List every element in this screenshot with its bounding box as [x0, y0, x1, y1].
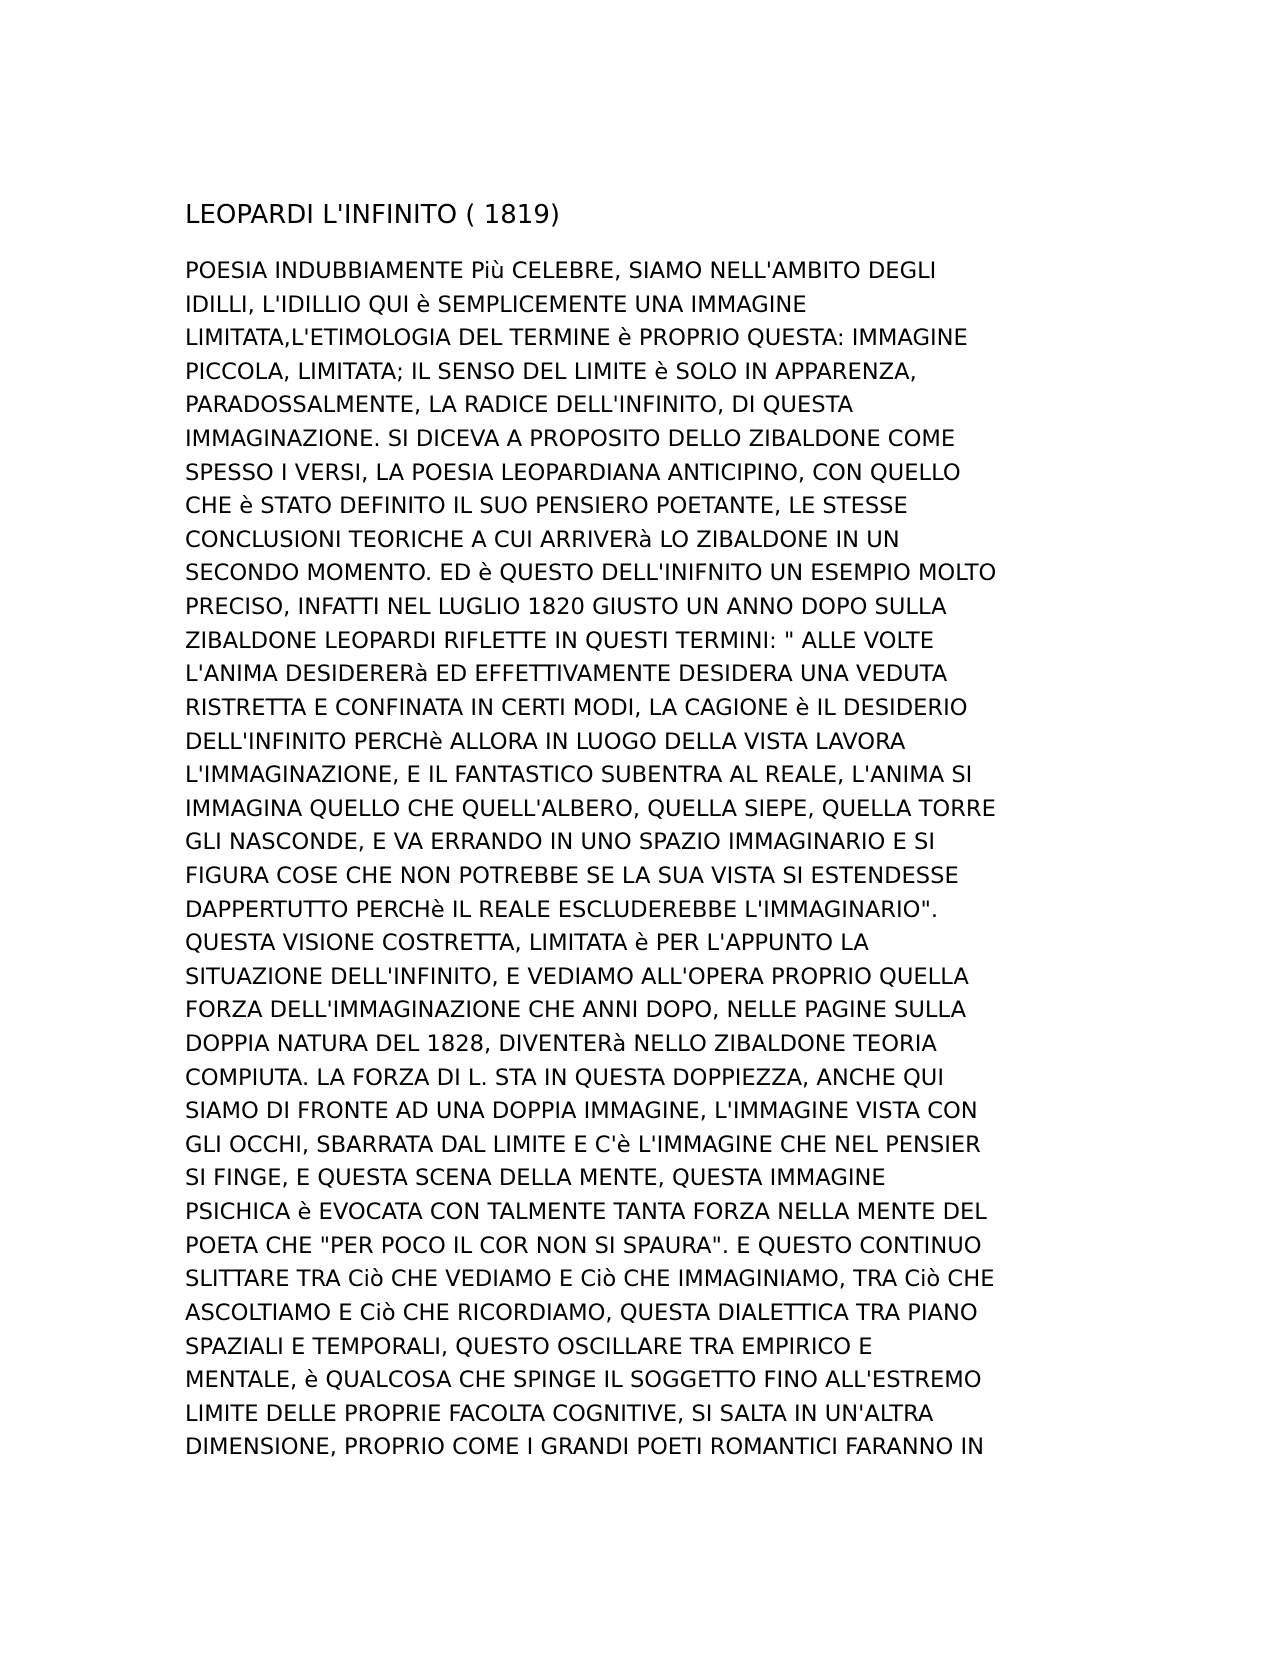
- body-line: FORZA DELL'IMMAGINAZIONE CHE ANNI DOPO, NELLE PAGINE SULLA: [185, 997, 967, 1024]
- body-line: POETA CHE "PER POCO IL COR NON SI SPAURA". E QUESTO CONTINUO: [185, 1232, 982, 1259]
- body-line: SLITTARE TRA Ciò CHE VEDIAMO E Ciò CHE IMMAGINIAMO, TRA Ciò CHE: [185, 1266, 995, 1293]
- body-line: DOPPIA NATURA DEL 1828, DIVENTERà NELLO ZIBALDONE TEORIA: [185, 1031, 937, 1058]
- body-line: SIAMO DI FRONTE AD UNA DOPPIA IMMAGINE, L'IMMAGINE VISTA CON: [185, 1098, 978, 1125]
- body-line: CONCLUSIONI TEORICHE A CUI ARRIVERà LO ZIBALDONE IN UN: [185, 526, 900, 553]
- body-line: DELL'INFINITO PERCHè ALLORA IN LUOGO DELLA VISTA LAVORA: [185, 728, 906, 755]
- body-line: PRECISO, INFATTI NEL LUGLIO 1820 GIUSTO UN ANNO DOPO SULLA: [185, 594, 947, 621]
- body-line: DAPPERTUTTO PERCHè IL REALE ESCLUDEREBBE L'IMMAGINARIO".: [185, 896, 939, 923]
- document-title: LEOPARDI L'INFINITO ( 1819): [185, 200, 561, 230]
- body-line: FIGURA COSE CHE NON POTREBBE SE LA SUA VISTA SI ESTENDESSE: [185, 862, 959, 889]
- body-line: SPESSO I VERSI, LA POESIA LEOPARDIANA ANTICIPINO, CON QUELLO: [185, 459, 961, 486]
- body-line: MENTALE, è QUALCOSA CHE SPINGE IL SOGGETTO FINO ALL'ESTREMO: [185, 1367, 982, 1394]
- body-line: DIMENSIONE, PROPRIO COME I GRANDI POETI ROMANTICI FARANNO IN: [185, 1434, 985, 1461]
- body-line: ZIBALDONE LEOPARDI RIFLETTE IN QUESTI TERMINI: " ALLE VOLTE: [185, 627, 935, 654]
- body-line: PARADOSSALMENTE, LA RADICE DELL'INFINITO, DI QUESTA: [185, 392, 854, 419]
- body-line: GLI NASCONDE, E VA ERRANDO IN UNO SPAZIO IMMAGINARIO E SI: [185, 829, 935, 856]
- body-line: CHE è STATO DEFINITO IL SUO PENSIERO POETANTE, LE STESSE: [185, 493, 908, 520]
- body-line: RISTRETTA E CONFINATA IN CERTI MODI, LA CAGIONE è IL DESIDERIO: [185, 694, 968, 721]
- body-line: GLI OCCHI, SBARRATA DAL LIMITE E C'è L'IMMAGINE CHE NEL PENSIER: [185, 1131, 981, 1158]
- body-line: IDILLI, L'IDILLIO QUI è SEMPLICEMENTE UNA IMMAGINE: [185, 291, 807, 318]
- body-line: IMMAGINA QUELLO CHE QUELL'ALBERO, QUELLA SIEPE, QUELLA TORRE: [185, 795, 996, 822]
- body-line: L'ANIMA DESIDERERà ED EFFETTIVAMENTE DESIDERA UNA VEDUTA: [185, 661, 948, 688]
- body-line: PICCOLA, LIMITATA; IL SENSO DEL LIMITE è SOLO IN APPARENZA,: [185, 358, 917, 385]
- document-body: [185, 255, 1185, 1465]
- body-line: IMMAGINAZIONE. SI DICEVA A PROPOSITO DELLO ZIBALDONE COME: [185, 426, 956, 453]
- body-line: L'IMMAGINAZIONE, E IL FANTASTICO SUBENTRA AL REALE, L'ANIMA SI: [185, 762, 973, 789]
- body-line: LIMITE DELLE PROPRIE FACOLTA COGNITIVE, SI SALTA IN UN'ALTRA: [185, 1400, 934, 1427]
- body-line: LIMITATA,L'ETIMOLOGIA DEL TERMINE è PROPRIO QUESTA: IMMAGINE: [185, 325, 968, 352]
- body-line: ASCOLTIAMO E Ciò CHE RICORDIAMO, QUESTA DIALETTICA TRA PIANO: [185, 1299, 978, 1326]
- body-line: SI FINGE, E QUESTA SCENA DELLA MENTE, QUESTA IMMAGINE: [185, 1165, 886, 1192]
- body-line: COMPIUTA. LA FORZA DI L. STA IN QUESTA DOPPIEZZA, ANCHE QUI: [185, 1064, 944, 1091]
- body-line: QUESTA VISIONE COSTRETTA, LIMITATA è PER L'APPUNTO LA: [185, 930, 869, 957]
- body-line: PSICHICA è EVOCATA CON TALMENTE TANTA FORZA NELLA MENTE DEL: [185, 1199, 987, 1226]
- body-line: SECONDO MOMENTO. ED è QUESTO DELL'INIFNITO UN ESEMPIO MOLTO: [185, 560, 997, 587]
- body-line: POESIA INDUBBIAMENTE Più CELEBRE, SIAMO NELL'AMBITO DEGLI: [185, 258, 937, 284]
- body-line: SITUAZIONE DELL'INFINITO, E VEDIAMO ALL'OPERA PROPRIO QUELLA: [185, 963, 969, 990]
- body-line: SPAZIALI E TEMPORALI, QUESTO OSCILLARE TRA EMPIRICO E: [185, 1333, 873, 1360]
